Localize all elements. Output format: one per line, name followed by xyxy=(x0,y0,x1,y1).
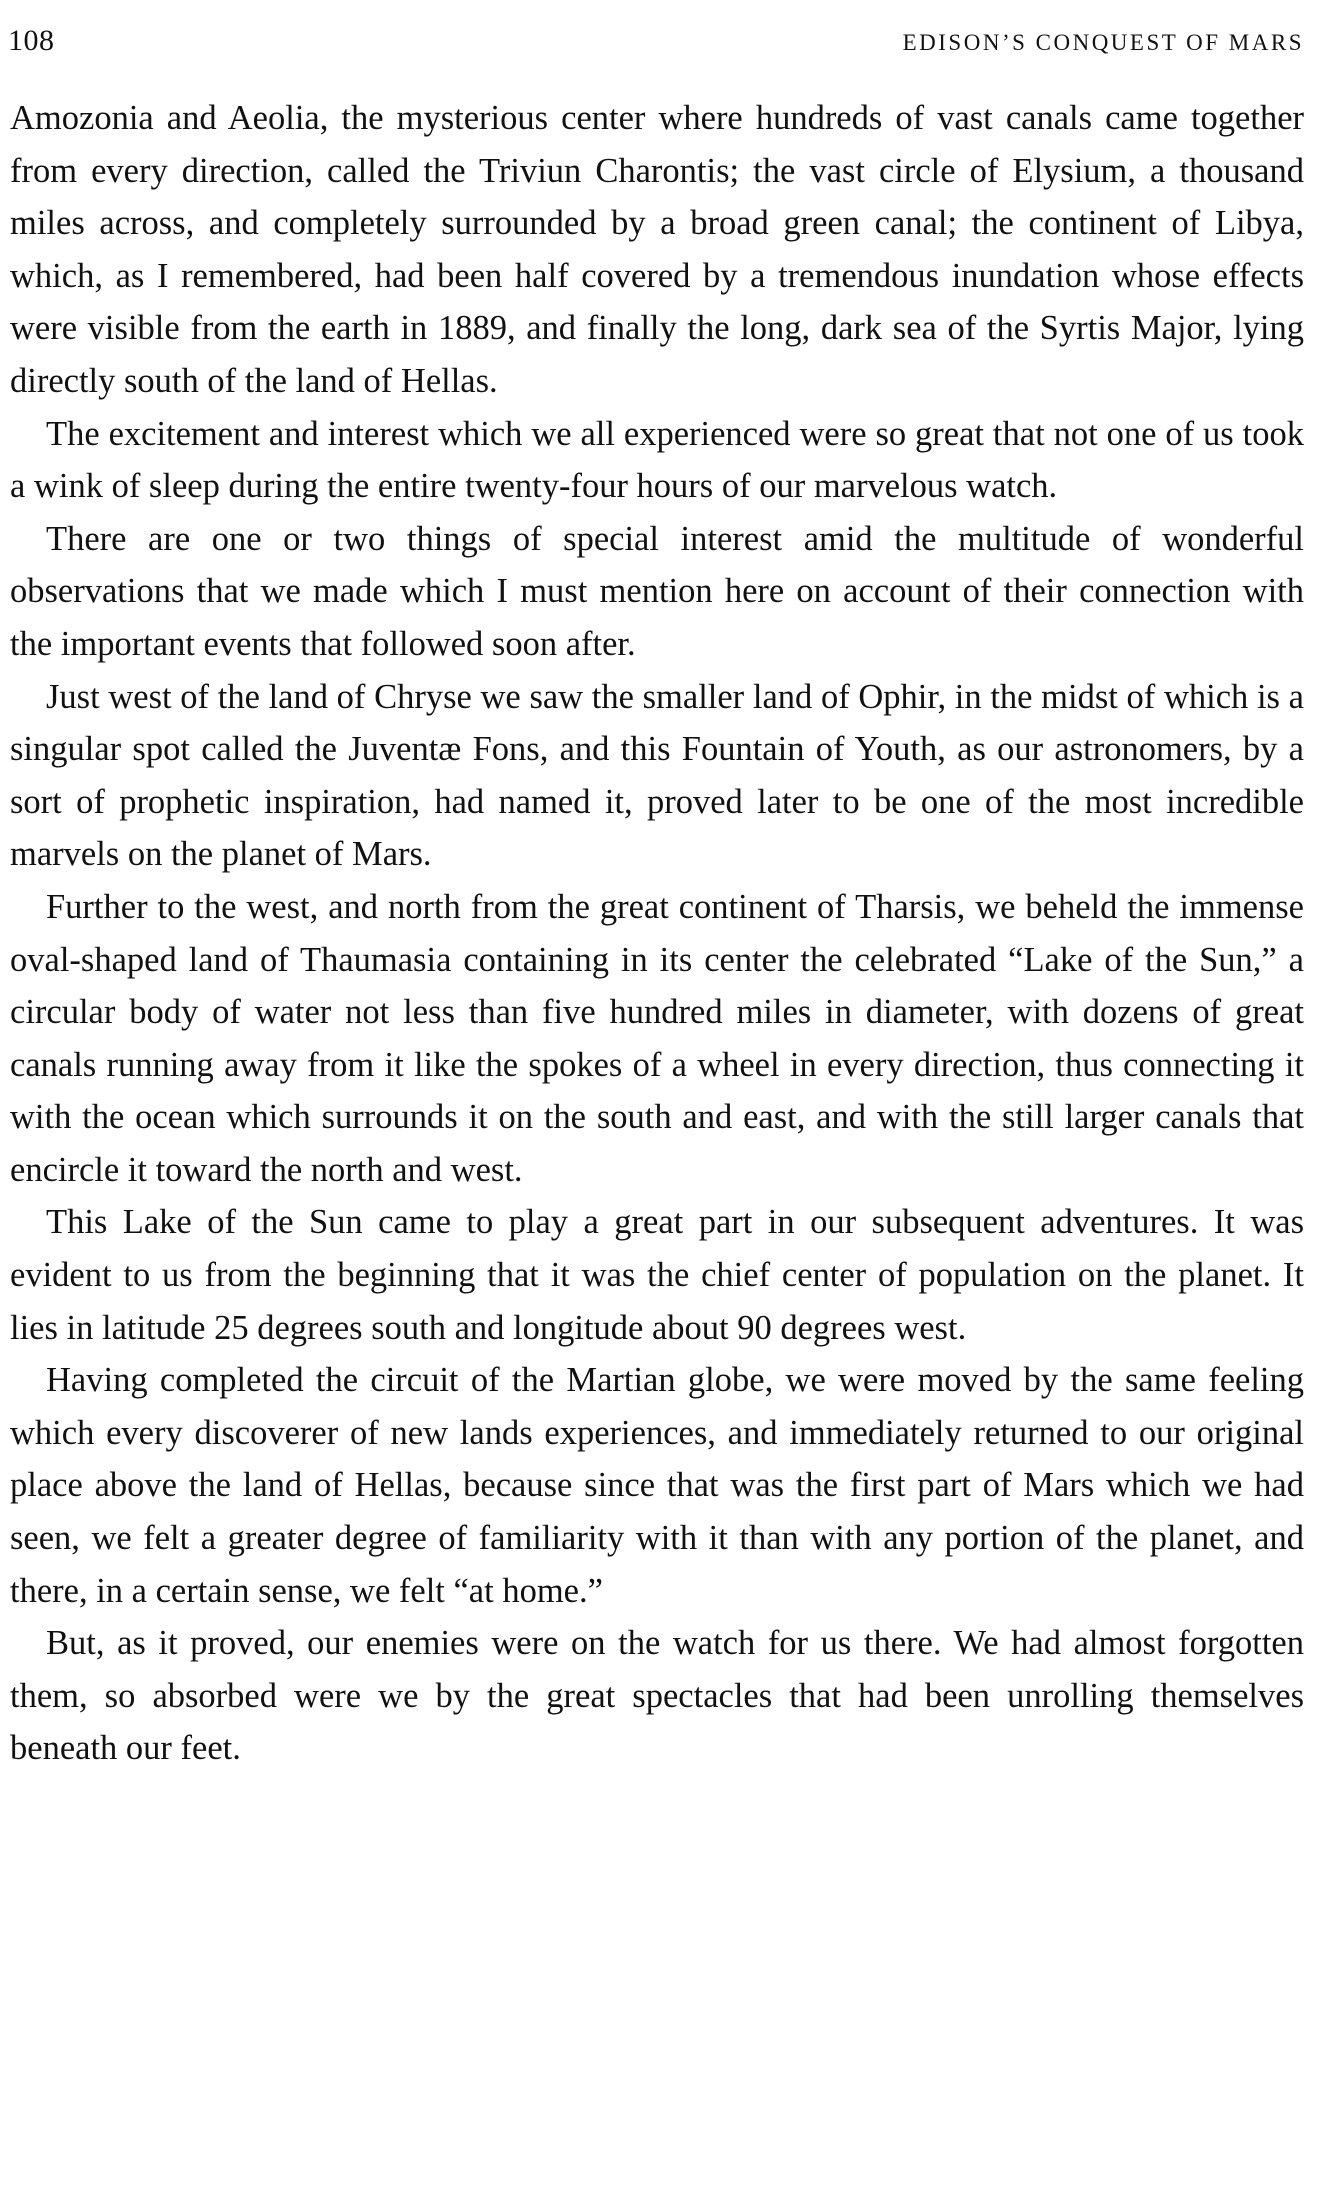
running-head: EDISON’S CONQUEST OF MARS xyxy=(902,30,1304,55)
body-text xyxy=(10,92,1304,1775)
paragraph: There are one or two things of special interest amid the multitude of wonderful observations that we made which I must mention here on account of their connection with the important events that followed soon after. xyxy=(10,519,1304,663)
paragraph: But, as it proved, our enemies were on the watch for us there. We had almost forgotten them, so absorbed were we by the great spectacles that had been unrolling themselves beneath our feet. xyxy=(10,1624,1304,1768)
paragraph: Amozonia and Aeolia, the mysterious center where hundreds of vast canals came together from every direction, called the Triviun Charontis; the vast circle of Elysium, a thousand miles across, and completely surrounded by a broad green canal; the continent of Libya, which, as I remembered, had been half covered by a tremendous inundation whose effects were visible from the earth in 1889, and finally the long, dark sea of the Syrtis Major, lying directly south of the land of Hellas. xyxy=(10,99,1304,400)
paragraph: Just west of the land of Chryse we saw the smaller land of Ophir, in the midst of which is a singular spot called the Juventæ Fons, and this Fountain of Youth, as our astronomers, by a sort of prophetic inspiration, had named it, proved later to be one of the most incredible marvels on the planet of Mars. xyxy=(10,677,1304,874)
paragraph: Further to the west, and north from the great continent of Tharsis, we beheld the immense oval-shaped land of Thaumasia containing in its center the celebrated “Lake of the Sun,” a circular body of water not less than five hundred miles in diameter, with dozens of great canals running away from it like the spokes of a wheel in every direction, thus connecting it with the ocean which surrounds it on the south and east, and with the still larger canals that encircle it toward the north and west. xyxy=(10,887,1304,1189)
paragraph: The excitement and interest which we all experienced were so great that not one of us took a wink of sleep during the entire twenty-four hours of our marvelous watch. xyxy=(10,414,1304,506)
page-number: 108 xyxy=(8,24,55,57)
paragraph: Having completed the circuit of the Martian globe, we were moved by the same feeling which every discoverer of new lands experiences, and immediately returned to our original place above the land of Hellas, because since that was the first part of Mars which we had seen, we felt a greater degree of familiarity with it than with any portion of the planet, and there, in a certain sense, we felt “at home.” xyxy=(10,1361,1304,1610)
page-header xyxy=(8,24,1304,64)
paragraph: This Lake of the Sun came to play a great part in our subsequent adventures. It was evident to us from the beginning that it was the chief center of population on the planet. It lies in latitude 25 degrees south and longitude about 90 degrees west. xyxy=(10,1203,1304,1347)
